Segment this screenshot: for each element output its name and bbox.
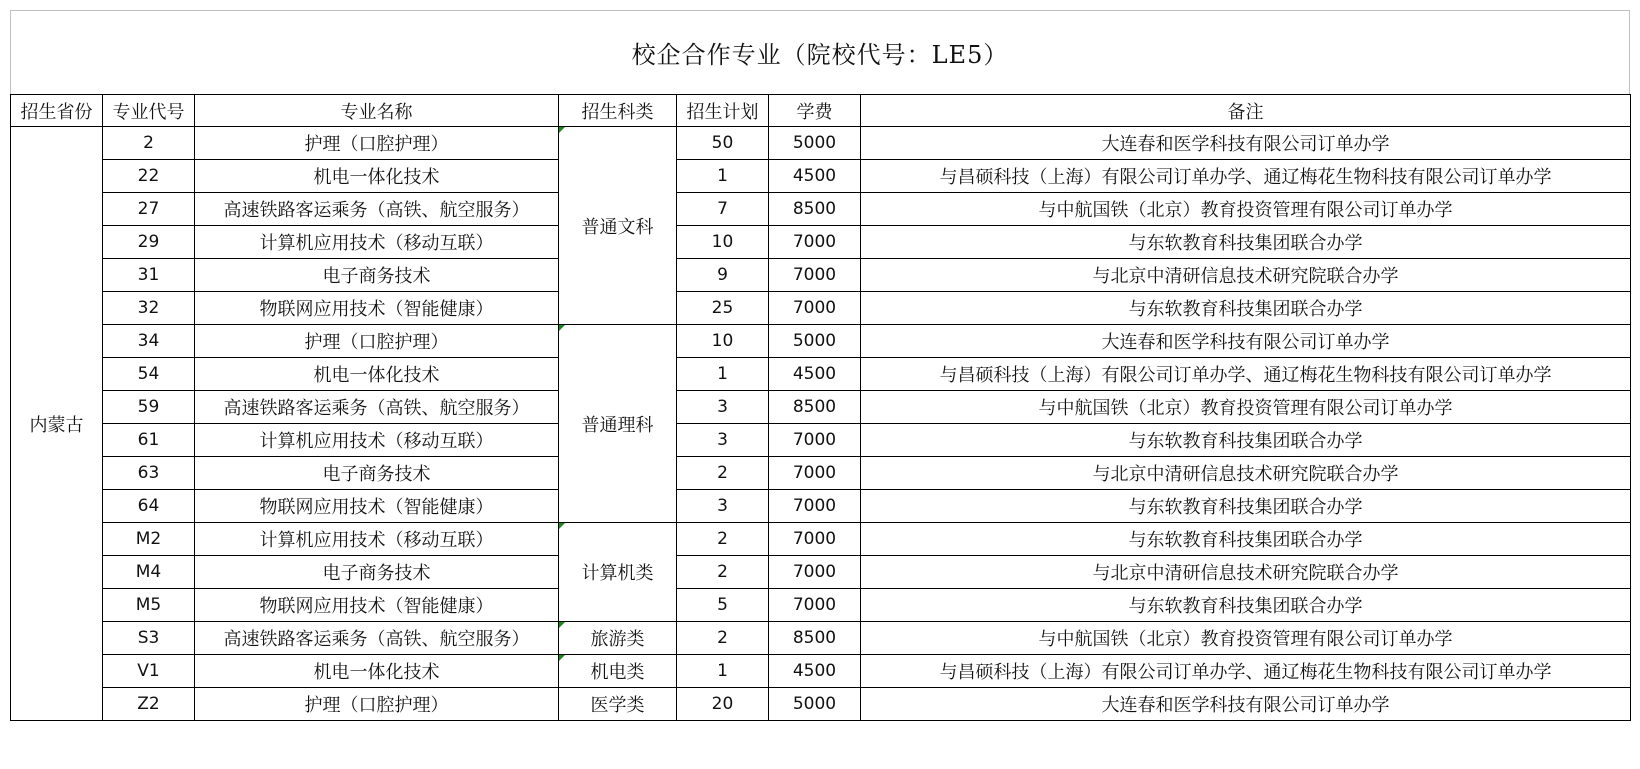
note-cell: 与东软教育科技集团联合办学 [861, 226, 1631, 259]
code-cell: S3 [103, 622, 195, 655]
code-cell: 61 [103, 424, 195, 457]
table-row [11, 325, 1631, 358]
header-row [11, 95, 1631, 127]
major-cell: 物联网应用技术（智能健康） [195, 589, 559, 622]
plan-cell: 10 [677, 226, 769, 259]
code-cell: 63 [103, 457, 195, 490]
major-cell: 电子商务技术 [195, 556, 559, 589]
spreadsheet [10, 10, 1630, 721]
table-row [11, 490, 1631, 523]
code-cell: 27 [103, 193, 195, 226]
header-note: 备注 [861, 95, 1631, 127]
note-cell: 与北京中清研信息技术研究院联合办学 [861, 259, 1631, 292]
fee-cell: 4500 [769, 655, 861, 688]
province-cell: 内蒙古 [11, 127, 103, 721]
code-cell: 32 [103, 292, 195, 325]
major-cell: 计算机应用技术（移动互联） [195, 424, 559, 457]
code-cell: 29 [103, 226, 195, 259]
fee-cell: 7000 [769, 589, 861, 622]
major-cell: 护理（口腔护理） [195, 127, 559, 160]
plan-cell: 2 [677, 523, 769, 556]
fee-cell: 7000 [769, 292, 861, 325]
code-cell: M2 [103, 523, 195, 556]
plan-cell: 9 [677, 259, 769, 292]
code-cell: 54 [103, 358, 195, 391]
table-row [11, 160, 1631, 193]
code-cell: V1 [103, 655, 195, 688]
fee-cell: 8500 [769, 391, 861, 424]
major-cell: 计算机应用技术（移动互联） [195, 523, 559, 556]
plan-cell: 3 [677, 424, 769, 457]
note-cell: 与中航国铁（北京）教育投资管理有限公司订单办学 [861, 193, 1631, 226]
major-cell: 护理（口腔护理） [195, 688, 559, 721]
category-cell: 计算机类 [559, 523, 677, 622]
category-cell: 机电类 [559, 655, 677, 688]
code-cell: 2 [103, 127, 195, 160]
major-cell: 计算机应用技术（移动互联） [195, 226, 559, 259]
plan-cell: 5 [677, 589, 769, 622]
category-cell: 旅游类 [559, 622, 677, 655]
major-cell: 机电一体化技术 [195, 160, 559, 193]
table-row [11, 457, 1631, 490]
note-cell: 大连春和医学科技有限公司订单办学 [861, 688, 1631, 721]
plan-cell: 10 [677, 325, 769, 358]
note-cell: 与东软教育科技集团联合办学 [861, 523, 1631, 556]
major-cell: 电子商务技术 [195, 457, 559, 490]
major-cell: 机电一体化技术 [195, 655, 559, 688]
plan-cell: 1 [677, 358, 769, 391]
note-cell: 与东软教育科技集团联合办学 [861, 589, 1631, 622]
code-cell: M4 [103, 556, 195, 589]
header-code: 专业代号 [103, 95, 195, 127]
plan-cell: 2 [677, 556, 769, 589]
code-cell: 64 [103, 490, 195, 523]
header-plan: 招生计划 [677, 95, 769, 127]
code-cell: 31 [103, 259, 195, 292]
category-cell: 医学类 [559, 688, 677, 721]
fee-cell: 4500 [769, 160, 861, 193]
major-cell: 护理（口腔护理） [195, 325, 559, 358]
note-cell: 大连春和医学科技有限公司订单办学 [861, 127, 1631, 160]
fee-cell: 5000 [769, 688, 861, 721]
fee-cell: 7000 [769, 457, 861, 490]
plan-cell: 2 [677, 457, 769, 490]
plan-cell: 50 [677, 127, 769, 160]
table-row [11, 523, 1631, 556]
note-cell: 与昌硕科技（上海）有限公司订单办学、通辽梅花生物科技有限公司订单办学 [861, 160, 1631, 193]
table-row [11, 424, 1631, 457]
fee-cell: 5000 [769, 127, 861, 160]
category-cell: 普通文科 [559, 127, 677, 325]
table-row [11, 259, 1631, 292]
note-cell: 与东软教育科技集团联合办学 [861, 490, 1631, 523]
note-cell: 与北京中清研信息技术研究院联合办学 [861, 457, 1631, 490]
code-cell: M5 [103, 589, 195, 622]
note-cell: 与昌硕科技（上海）有限公司订单办学、通辽梅花生物科技有限公司订单办学 [861, 655, 1631, 688]
code-cell: 34 [103, 325, 195, 358]
plan-cell: 1 [677, 160, 769, 193]
table-row [11, 655, 1631, 688]
table-row [11, 127, 1631, 160]
major-cell: 高速铁路客运乘务（高铁、航空服务） [195, 391, 559, 424]
plan-cell: 7 [677, 193, 769, 226]
table-row [11, 292, 1631, 325]
table-row [11, 193, 1631, 226]
plan-cell: 1 [677, 655, 769, 688]
major-cell: 机电一体化技术 [195, 358, 559, 391]
plan-cell: 2 [677, 622, 769, 655]
table-row [11, 688, 1631, 721]
fee-cell: 7000 [769, 556, 861, 589]
table-row [11, 622, 1631, 655]
plan-cell: 3 [677, 391, 769, 424]
table-row [11, 391, 1631, 424]
table-row [11, 226, 1631, 259]
header-category: 招生科类 [559, 95, 677, 127]
fee-cell: 7000 [769, 490, 861, 523]
note-cell: 与东软教育科技集团联合办学 [861, 424, 1631, 457]
header-major: 专业名称 [195, 95, 559, 127]
note-cell: 与中航国铁（北京）教育投资管理有限公司订单办学 [861, 391, 1631, 424]
note-cell: 与北京中清研信息技术研究院联合办学 [861, 556, 1631, 589]
note-cell: 与昌硕科技（上海）有限公司订单办学、通辽梅花生物科技有限公司订单办学 [861, 358, 1631, 391]
fee-cell: 7000 [769, 523, 861, 556]
fee-cell: 8500 [769, 193, 861, 226]
table-row [11, 589, 1631, 622]
fee-cell: 8500 [769, 622, 861, 655]
code-cell: Z2 [103, 688, 195, 721]
table-row [11, 556, 1631, 589]
category-cell: 普通理科 [559, 325, 677, 523]
fee-cell: 7000 [769, 259, 861, 292]
major-cell: 物联网应用技术（智能健康） [195, 292, 559, 325]
fee-cell: 5000 [769, 325, 861, 358]
major-cell: 物联网应用技术（智能健康） [195, 490, 559, 523]
note-cell: 与中航国铁（北京）教育投资管理有限公司订单办学 [861, 622, 1631, 655]
code-cell: 59 [103, 391, 195, 424]
table-row [11, 358, 1631, 391]
major-cell: 高速铁路客运乘务（高铁、航空服务） [195, 622, 559, 655]
header-province: 招生省份 [11, 95, 103, 127]
note-cell: 大连春和医学科技有限公司订单办学 [861, 325, 1631, 358]
code-cell: 22 [103, 160, 195, 193]
major-cell: 电子商务技术 [195, 259, 559, 292]
plan-cell: 25 [677, 292, 769, 325]
table-title: 校企合作专业（院校代号：LE5） [10, 10, 1630, 94]
fee-cell: 7000 [769, 424, 861, 457]
fee-cell: 7000 [769, 226, 861, 259]
note-cell: 与东软教育科技集团联合办学 [861, 292, 1631, 325]
majors-table [10, 94, 1631, 721]
plan-cell: 20 [677, 688, 769, 721]
fee-cell: 4500 [769, 358, 861, 391]
major-cell: 高速铁路客运乘务（高铁、航空服务） [195, 193, 559, 226]
plan-cell: 3 [677, 490, 769, 523]
header-fee: 学费 [769, 95, 861, 127]
